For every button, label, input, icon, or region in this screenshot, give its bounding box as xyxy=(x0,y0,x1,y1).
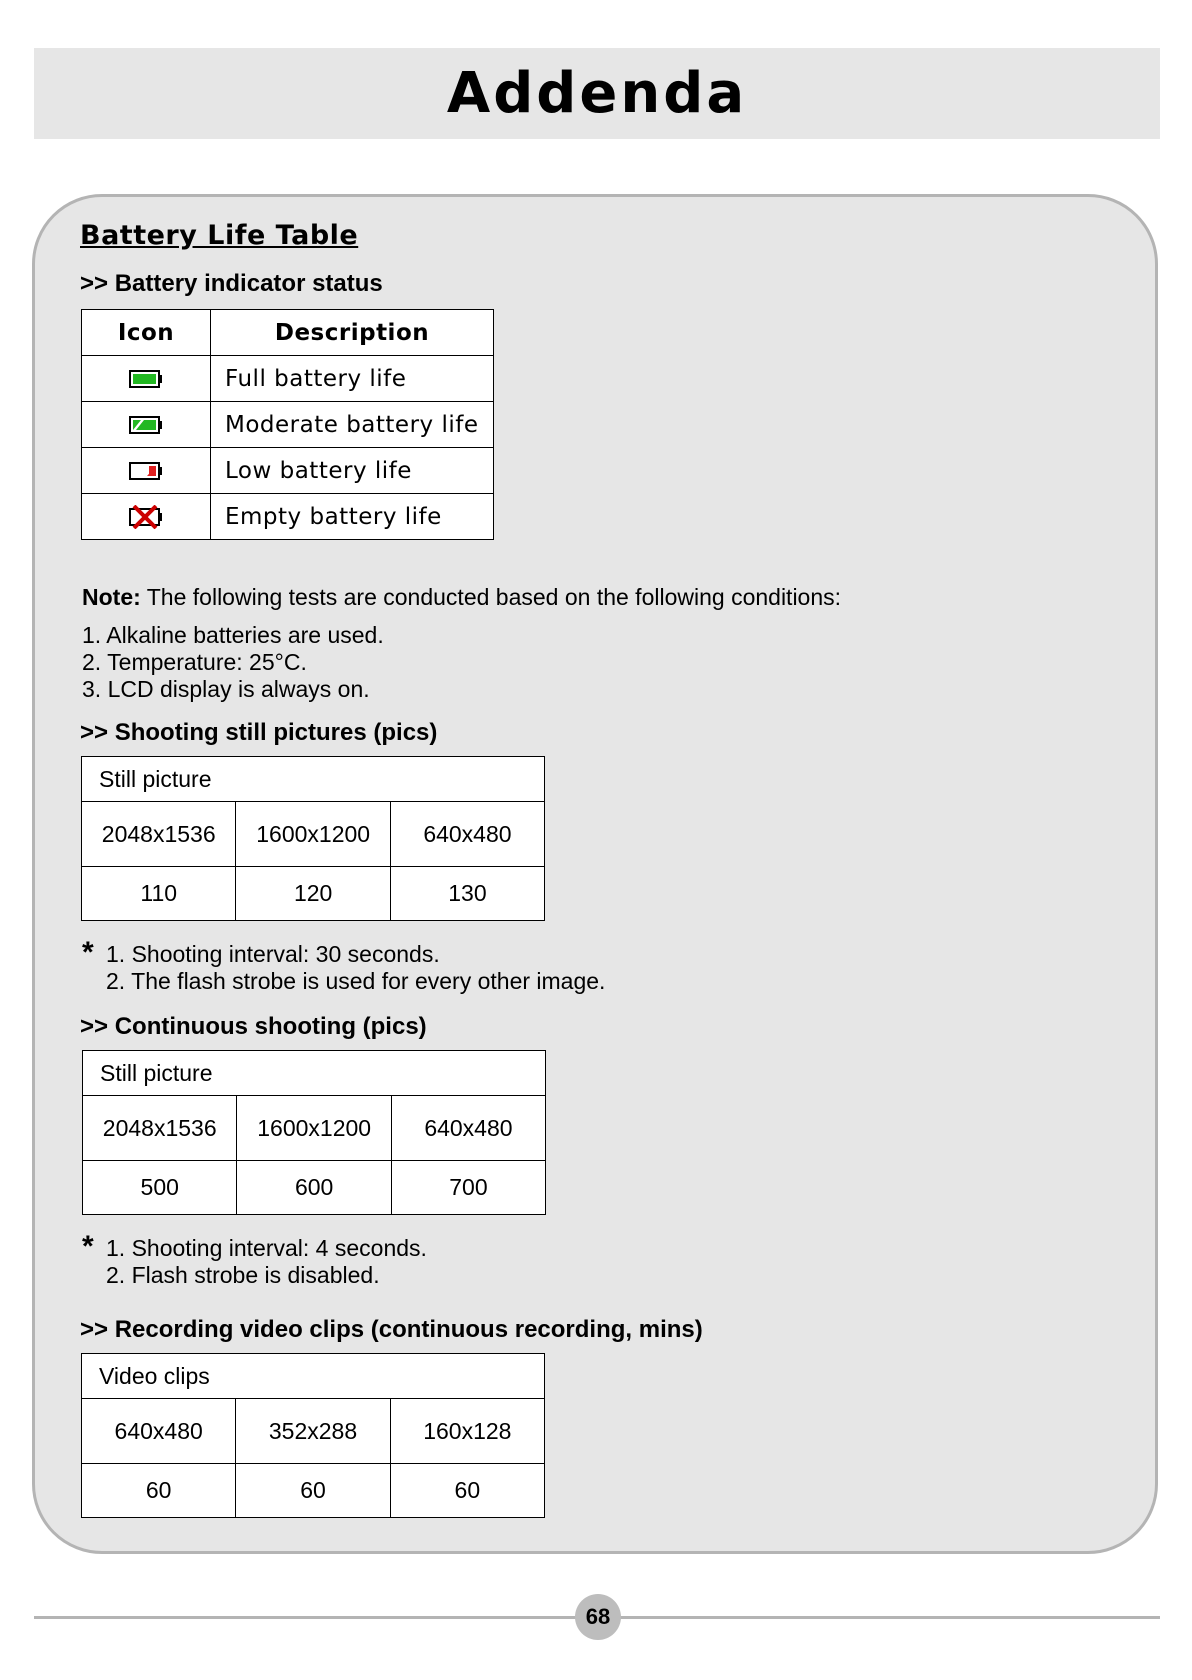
battery-empty-icon xyxy=(129,505,163,529)
video-caption: Video clips xyxy=(82,1354,545,1399)
footnote-line: 2. The flash strobe is used for every other image. xyxy=(106,968,606,994)
condition-item: 1. Alkaline batteries are used. xyxy=(82,622,384,648)
footnote-asterisk: * xyxy=(82,936,94,969)
value-cell: 120 xyxy=(236,867,390,921)
battery-low-icon xyxy=(129,462,163,480)
value-cell: 130 xyxy=(390,867,544,921)
resolution-cell: 2048x1536 xyxy=(83,1096,237,1161)
description-full: Full battery life xyxy=(211,356,494,402)
note-line xyxy=(82,584,841,611)
table-row xyxy=(82,494,494,540)
battery-moderate-icon xyxy=(129,416,163,434)
battery-subhead: >> Battery indicator status xyxy=(80,270,383,297)
table-row xyxy=(82,402,494,448)
note-text: The following tests are conducted based on the following conditions: xyxy=(140,584,842,610)
battery-full-icon xyxy=(129,370,163,388)
resolution-cell: 2048x1536 xyxy=(82,802,236,867)
icon-header: Icon xyxy=(82,310,211,356)
resolution-cell: 640x480 xyxy=(390,802,544,867)
description-empty: Empty battery life xyxy=(211,494,494,540)
still-caption: Still picture xyxy=(82,757,545,802)
value-cell: 60 xyxy=(390,1464,544,1518)
value-cell: 60 xyxy=(236,1464,390,1518)
condition-item: 3. LCD display is always on. xyxy=(82,676,370,702)
resolution-cell: 640x480 xyxy=(391,1096,545,1161)
table-header-row xyxy=(82,310,494,356)
footnote-asterisk: * xyxy=(82,1230,94,1263)
resolution-cell: 640x480 xyxy=(82,1399,236,1464)
resolution-cell: 1600x1200 xyxy=(236,802,390,867)
note-label: Note: xyxy=(82,584,141,610)
value-cell: 60 xyxy=(82,1464,236,1518)
resolution-cell: 352x288 xyxy=(236,1399,390,1464)
footnote-line: 2. Flash strobe is disabled. xyxy=(106,1262,380,1288)
continuous-footnote xyxy=(82,1230,427,1289)
footnote-line: 1. Shooting interval: 30 seconds. xyxy=(106,941,440,967)
still-table xyxy=(81,756,545,921)
section-title: Battery Life Table xyxy=(80,220,359,251)
condition-item: 2. Temperature: 25°C. xyxy=(82,649,307,675)
continuous-table xyxy=(82,1050,546,1215)
table-row xyxy=(82,356,494,402)
continuous-caption: Still picture xyxy=(83,1051,546,1096)
value-cell: 110 xyxy=(82,867,236,921)
header-bar xyxy=(34,48,1160,139)
resolution-cell: 160x128 xyxy=(390,1399,544,1464)
still-subhead: >> Shooting still pictures (pics) xyxy=(80,719,438,746)
video-subhead: >> Recording video clips (continuous recording, mins) xyxy=(80,1316,703,1343)
still-footnote xyxy=(82,936,606,995)
video-table xyxy=(81,1353,545,1518)
description-header: Description xyxy=(211,310,494,356)
battery-table xyxy=(81,309,494,540)
resolution-cell: 1600x1200 xyxy=(237,1096,391,1161)
value-cell: 500 xyxy=(83,1161,237,1215)
description-low: Low battery life xyxy=(211,448,494,494)
value-cell: 700 xyxy=(391,1161,545,1215)
footnote-line: 1. Shooting interval: 4 seconds. xyxy=(106,1235,427,1261)
page-title: Addenda xyxy=(446,61,748,126)
continuous-subhead: >> Continuous shooting (pics) xyxy=(80,1013,427,1040)
table-row xyxy=(82,448,494,494)
description-moderate: Moderate battery life xyxy=(211,402,494,448)
value-cell: 600 xyxy=(237,1161,391,1215)
page-number: 68 xyxy=(575,1594,621,1640)
